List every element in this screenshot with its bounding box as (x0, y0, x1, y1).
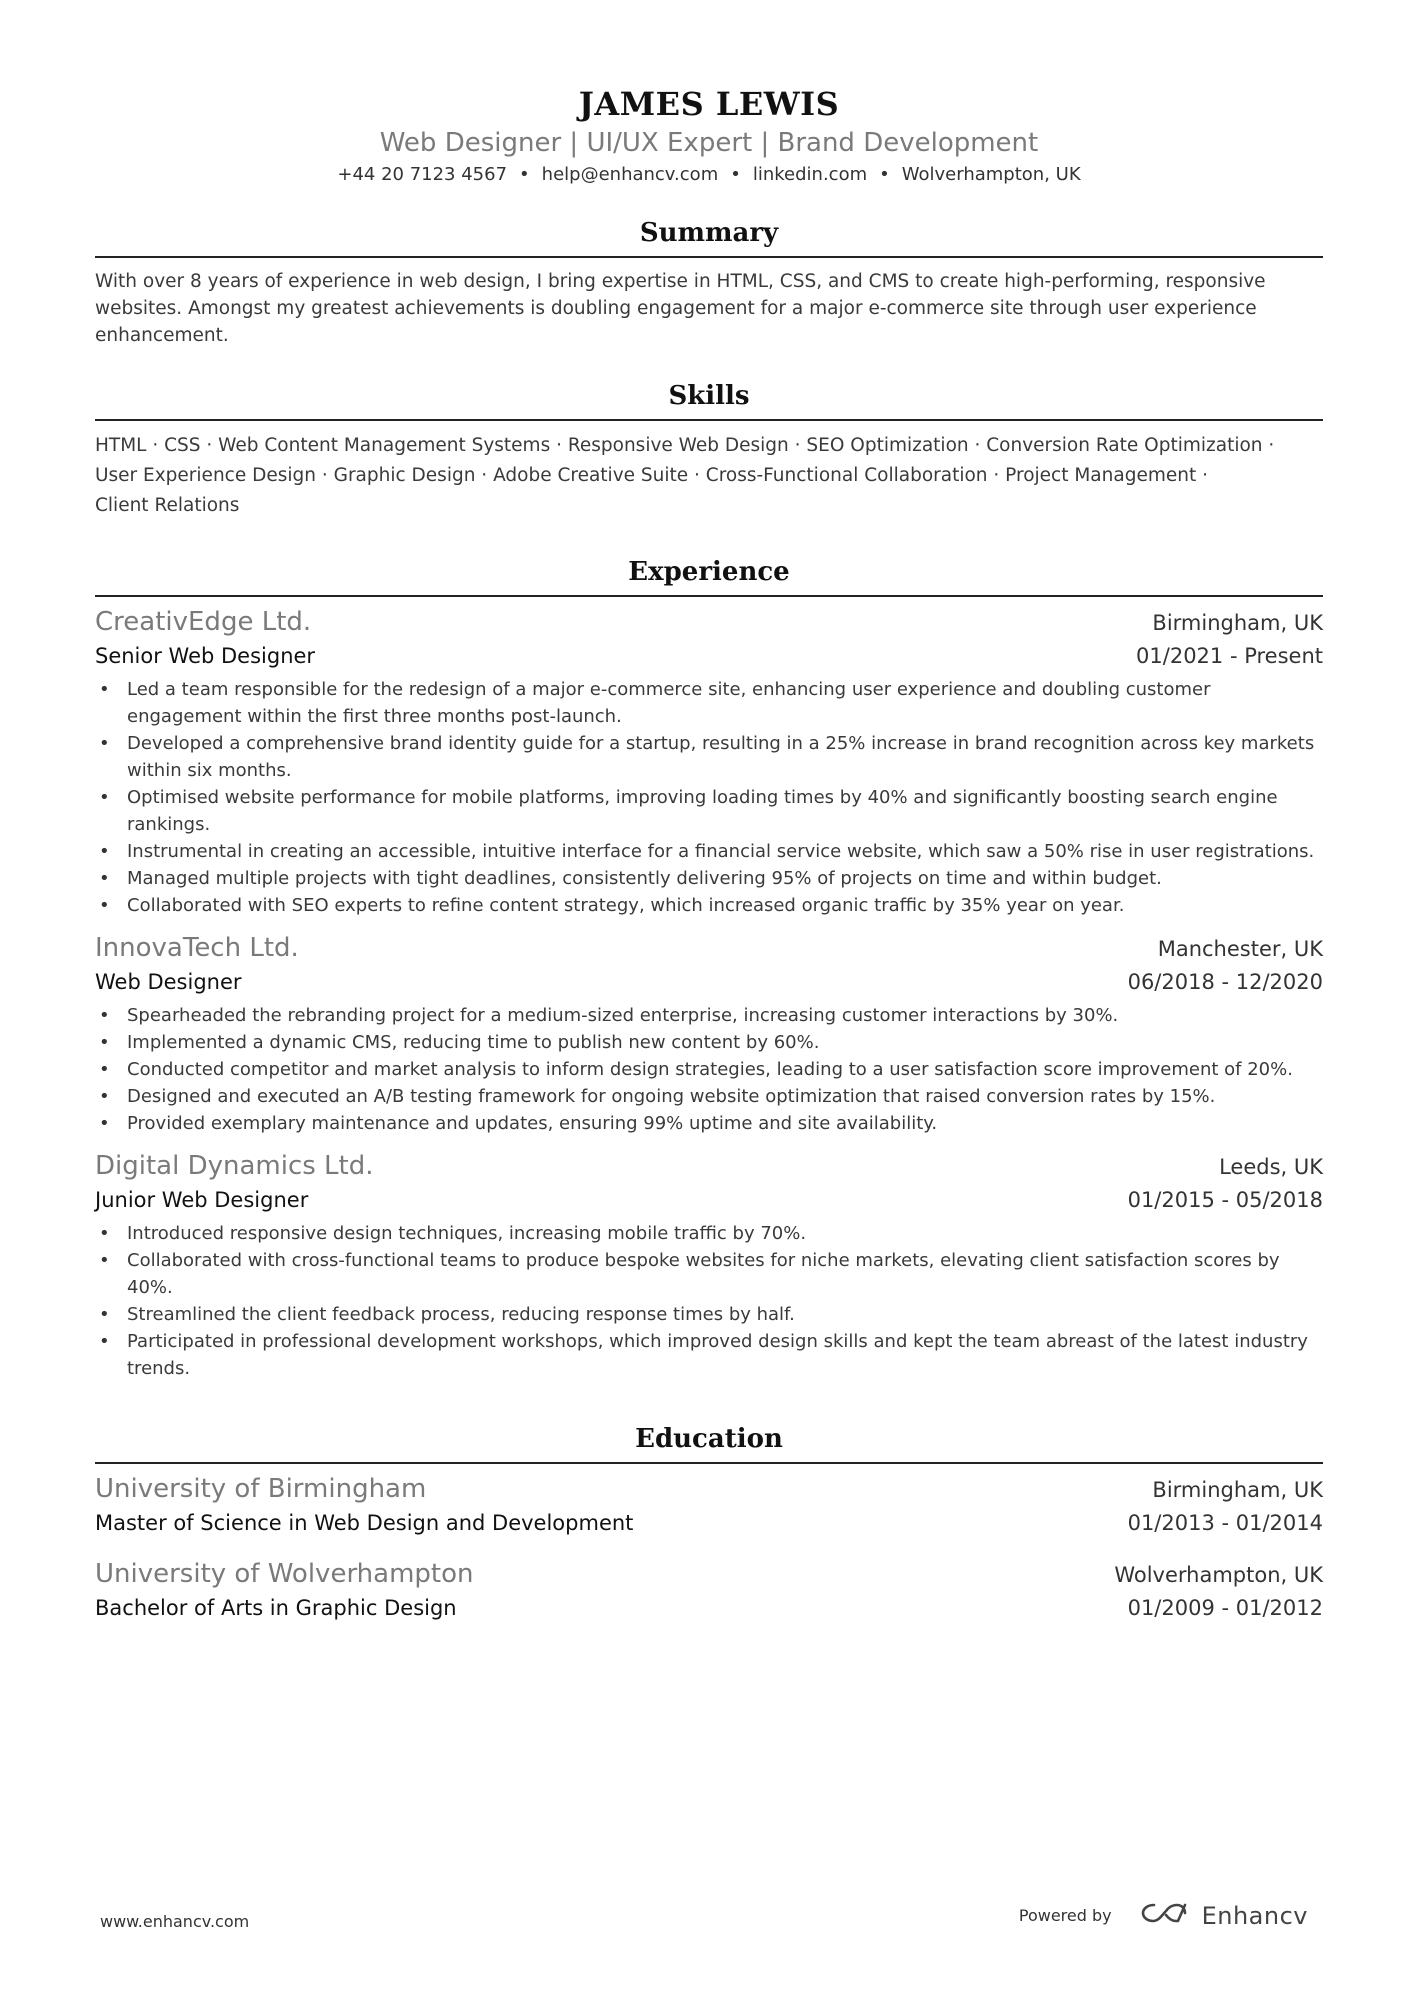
experience-section (95, 555, 1323, 1382)
education-dates: 01/2009 - 01/2012 (1127, 1596, 1323, 1620)
job-title: Web Designer (95, 970, 242, 994)
brand-name: Enhancv (1201, 1901, 1308, 1930)
skills-section (95, 379, 1323, 521)
section-title: Experience (95, 555, 1323, 597)
achievement-item: • Collaborated with SEO experts to refine content strategy, which increased organic traffic by 35% year on year. (95, 892, 1323, 919)
achievement-item: • Participated in professional development workshops, which improved design skills and kept the team abreast of the latest industry trends. (95, 1328, 1323, 1382)
education-dates: 01/2013 - 01/2014 (1127, 1511, 1323, 1535)
skills-line: HTML · CSS · Web Content Management Systems · Responsive Web Design · SEO Optimization · Conversion Rate Optimization · (95, 435, 1275, 456)
job-location: Birmingham, UK (1152, 611, 1323, 635)
section-title: Skills (95, 379, 1323, 421)
achievement-list (95, 1220, 1323, 1382)
contact-line (95, 162, 1323, 188)
job-location: Leeds, UK (1219, 1155, 1323, 1179)
resume-page (95, 84, 1323, 1624)
degree: Master of Science in Web Design and Development (95, 1511, 634, 1535)
summary-text: With over 8 years of experience in web design, I bring expertise in HTML, CSS, and CMS to create high-performing, responsive websites. Amongst my greatest achievements is doubling engagement for a major e-commerce site through user experience enhancement. (95, 271, 1266, 346)
section-title: Education (95, 1422, 1323, 1464)
resume-header (95, 84, 1323, 188)
company-name: InnovaTech Ltd. (95, 933, 299, 963)
bullet-separator: • (730, 164, 741, 185)
experience-entry (95, 931, 1323, 1137)
job-dates: 01/2021 - Present (1136, 644, 1323, 668)
job-location: Manchester, UK (1157, 937, 1323, 961)
company-name: CreativEdge Ltd. (95, 607, 312, 637)
summary-section (95, 216, 1323, 349)
phone: +44 20 7123 4567 (337, 164, 508, 185)
school-location: Wolverhampton, UK (1114, 1563, 1323, 1587)
achievement-item: • Optimised website performance for mobile platforms, improving loading times by 40% and significantly boosting search engine rankings. (95, 784, 1323, 838)
job-dates: 06/2018 - 12/2020 (1127, 970, 1323, 994)
linkedin-link[interactable]: linkedin.com (752, 164, 868, 185)
achievement-item: • Conducted competitor and market analysis to inform design strategies, leading to a user satisfaction score improvement of 20%. (95, 1056, 1323, 1083)
school-name: University of Birmingham (95, 1474, 427, 1504)
achievement-item: • Implemented a dynamic CMS, reducing time to publish new content by 60%. (95, 1029, 1323, 1056)
company-name: Digital Dynamics Ltd. (95, 1151, 374, 1181)
enhancv-logo-icon (1140, 1900, 1188, 1931)
achievement-item: • Developed a comprehensive brand identity guide for a startup, resulting in a 25% increase in brand recognition across key markets within six months. (95, 730, 1323, 784)
location: Wolverhampton, UK (901, 164, 1081, 185)
job-title: Senior Web Designer (95, 644, 316, 668)
school-name: University of Wolverhampton (95, 1559, 474, 1589)
bullet-separator: • (519, 164, 530, 185)
experience-entry (95, 1149, 1323, 1382)
achievement-item: • Collaborated with cross-functional teams to produce bespoke websites for niche markets, elevating client satisfaction scores by 40%. (95, 1247, 1323, 1301)
education-entry (95, 1472, 1323, 1539)
achievement-item: • Spearheaded the rebranding project for a medium-sized enterprise, increasing customer interactions by 30%. (95, 1002, 1323, 1029)
achievement-item: • Instrumental in creating an accessible, intuitive interface for a financial service website, which saw a 50% rise in user registrations. (95, 838, 1323, 865)
degree: Bachelor of Arts in Graphic Design (95, 1596, 457, 1620)
achievement-item: • Designed and executed an A/B testing framework for ongoing website optimization that raised conversion rates by 15%. (95, 1083, 1323, 1110)
bullet-separator: • (879, 164, 890, 185)
achievement-item: • Managed multiple projects with tight deadlines, consistently delivering 95% of projects on time and within budget. (95, 865, 1323, 892)
achievement-item: • Introduced responsive design techniques, increasing mobile traffic by 70%. (95, 1220, 1323, 1247)
footer-website-link[interactable]: www.enhancv.com (100, 1912, 250, 1931)
achievement-list (95, 676, 1323, 919)
skills-line: Client Relations (95, 495, 240, 516)
job-dates: 01/2015 - 05/2018 (1127, 1188, 1323, 1212)
section-title: Summary (95, 216, 1323, 258)
experience-entry (95, 605, 1323, 919)
education-entry (95, 1557, 1323, 1624)
footer-branding (1019, 1900, 1308, 1931)
skills-line: User Experience Design · Graphic Design · Adobe Creative Suite · Cross-Functional Collaboration · Project Management · (95, 465, 1208, 486)
candidate-name: JAMES LEWIS (578, 85, 840, 123)
achievement-item: • Led a team responsible for the redesign of a major e-commerce site, enhancing user experience and doubling customer engagement within the first three months post-launch. (95, 676, 1323, 730)
email[interactable]: help@enhancv.com (541, 164, 719, 185)
candidate-headline: Web Designer | UI/UX Expert | Brand Development (379, 128, 1039, 158)
achievement-item: • Provided exemplary maintenance and updates, ensuring 99% uptime and site availability. (95, 1110, 1323, 1137)
powered-by-label: Powered by (1018, 1906, 1112, 1925)
school-location: Birmingham, UK (1152, 1478, 1323, 1502)
job-title: Junior Web Designer (95, 1188, 309, 1212)
achievement-item: • Streamlined the client feedback process, reducing response times by half. (95, 1301, 1323, 1328)
achievement-list (95, 1002, 1323, 1137)
education-section (95, 1422, 1323, 1624)
